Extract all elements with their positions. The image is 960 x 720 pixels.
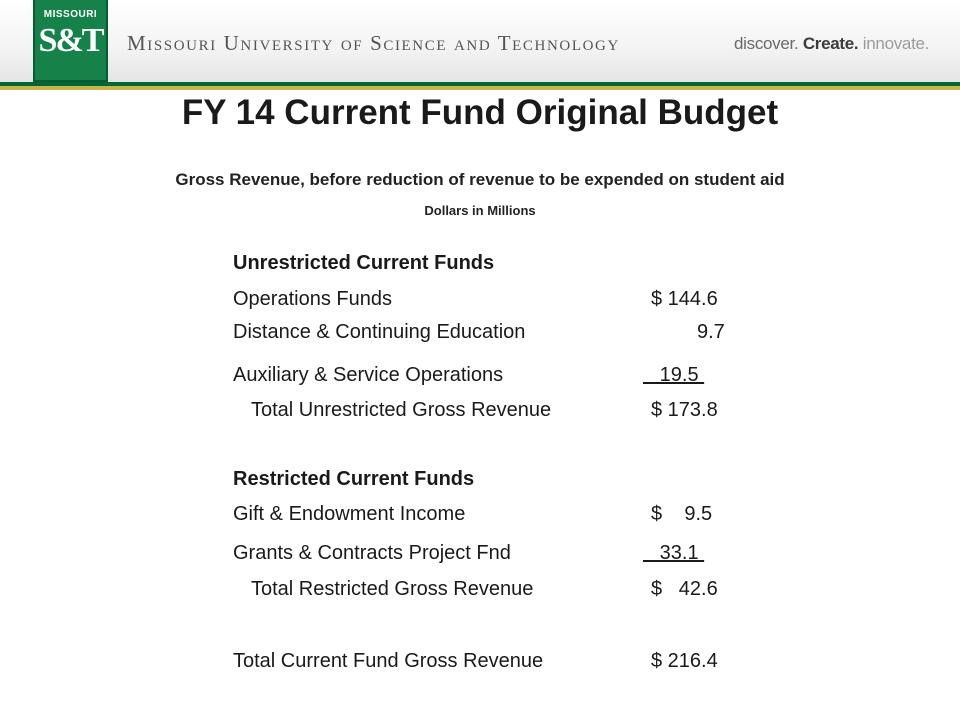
row-amount: $ 216.4 [651,650,718,672]
row-amount: 19.5 [643,364,705,386]
logo-main-text: S&T [38,22,103,59]
logo-top-text: MISSOURI [43,9,98,20]
section-heading-label: Restricted Current Funds [233,468,475,490]
university-logo[interactable] [33,0,108,82]
section-heading-label: Unrestricted Current Funds [233,252,495,274]
tagline-discover: discover. [734,34,803,53]
section-heading-restricted [233,468,753,498]
table-row-total [233,578,753,608]
row-label: Distance & Continuing Education [233,321,526,343]
row-label: Operations Funds [233,288,392,310]
slide-title: FY 14 Current Fund Original Budget [181,93,779,132]
row-label: Total Restricted Gross Revenue [251,578,534,600]
header-rule-gold [0,86,960,90]
row-amount: $ 42.6 [651,578,718,600]
row-amount: 9.7 [697,321,725,343]
tagline-create: Create. [802,34,859,53]
table-row [233,503,753,533]
row-label: Total Current Fund Gross Revenue [233,650,544,672]
table-row [233,364,753,394]
tagline [734,34,929,54]
section-heading-unrestricted [233,252,753,282]
row-amount: $ 9.5 [651,503,713,525]
table-row [233,321,753,351]
row-label: Auxiliary & Service Operations [233,364,504,386]
row-label: Grants & Contracts Project Fnd [233,542,511,564]
units-note: Dollars in Millions [424,203,536,218]
slide-subtitle: Gross Revenue, before reduction of revenue to be expended on student aid [175,170,785,189]
tagline-innovate: innovate. [858,34,930,53]
university-name: Missouri University of Science and Technology [127,31,620,55]
row-label: Total Unrestricted Gross Revenue [251,399,552,421]
header-banner [0,0,960,82]
row-label: Gift & Endowment Income [233,503,466,525]
table-row-total [233,399,753,429]
table-row [233,542,753,572]
table-row [233,288,753,318]
row-amount: 33.1 [643,542,705,564]
table-row-grand-total [233,650,753,680]
row-amount: $ 144.6 [651,288,718,310]
row-amount: $ 173.8 [651,399,718,421]
